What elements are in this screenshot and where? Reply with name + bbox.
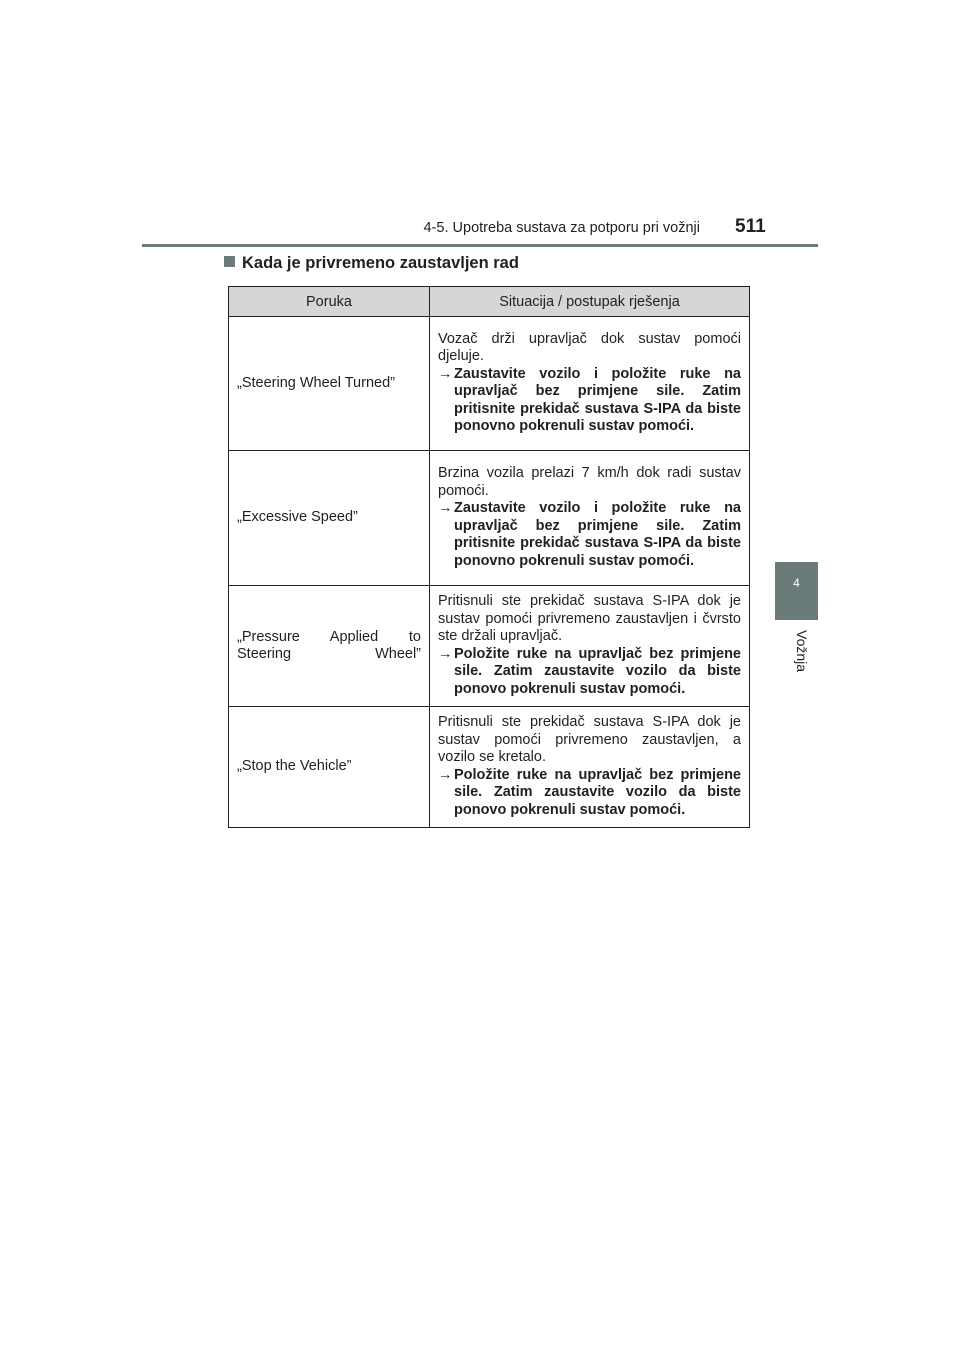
message-text: „Pressure Applied to Steering Wheel” (237, 628, 421, 662)
message-cell: „Steering Wheel Turned” (229, 317, 430, 451)
heading-square-icon (224, 256, 235, 267)
solution-action (438, 366, 741, 436)
solution-action (438, 500, 741, 570)
chapter-title: Vožnja (794, 630, 810, 673)
chapter-number: 4 (793, 576, 800, 590)
solution-action (438, 646, 741, 699)
solution-cell (430, 317, 750, 451)
solution-description: Brzina vozila prelazi 7 km/h dok radi sustav pomoći. (438, 465, 741, 499)
solution-cell (430, 707, 750, 828)
solution-action-text: Položite ruke na upravljač bez primjene sile. Zatim zaustavite vozilo da biste ponovo pokrenuli sustav pomoći. (454, 645, 741, 697)
arrow-icon: → (438, 645, 453, 662)
chapter-tab (775, 562, 818, 620)
table-row (229, 317, 750, 451)
page-number: 511 (735, 216, 766, 237)
message-cell: „Stop the Vehicle” (229, 707, 430, 828)
table-row (229, 451, 750, 586)
message-cell: „Excessive Speed” (229, 451, 430, 586)
arrow-icon: → (438, 766, 453, 783)
solution-description: Pritisnuli ste prekidač sustava S-IPA dok je sustav pomoći privremeno zaustavljen i čvrsto ste držali upravljač. (438, 593, 741, 644)
running-header-section: 4-5. Upotreba sustava za potporu pri vožnji (423, 220, 700, 236)
solution-action-text: Položite ruke na upravljač bez primjene sile. Zatim zaustavite vozilo da biste ponovo pokrenuli sustav pomoći. (454, 766, 741, 818)
message-cell (229, 586, 430, 707)
solution-action-text: Zaustavite vozilo i položite ruke na upravljač bez primjene sile. Zatim pritisnite prekidač sustava S-IPA da biste ponovno pokrenuli sustav pomoći. (454, 500, 741, 569)
solution-cell (430, 451, 750, 586)
section-heading (224, 254, 764, 273)
solution-action-text: Zaustavite vozilo i položite ruke na upravljač bez primjene sile. Zatim pritisnite prekidač sustava S-IPA da biste ponovno pokrenuli sustav pomoći. (454, 365, 741, 434)
column-header-message: Poruka (229, 287, 430, 317)
solution-description: Pritisnuli ste prekidač sustava S-IPA dok je sustav pomoći privremeno zaustavljen, a vozilo se kretalo. (438, 714, 741, 765)
column-header-solution: Situacija / postupak rješenja (430, 287, 750, 317)
table-row (229, 586, 750, 707)
arrow-icon: → (438, 500, 453, 516)
table-header-row (229, 287, 750, 317)
solution-cell (430, 586, 750, 707)
section-heading-text: Kada je privremeno zaustavljen rad (242, 254, 519, 272)
header-divider (142, 244, 818, 247)
table-row (229, 707, 750, 828)
solution-action (438, 767, 741, 820)
solution-description: Vozač drži upravljač dok sustav pomoći djeluje. (438, 330, 741, 364)
arrow-icon: → (438, 365, 453, 382)
message-table (228, 286, 750, 828)
